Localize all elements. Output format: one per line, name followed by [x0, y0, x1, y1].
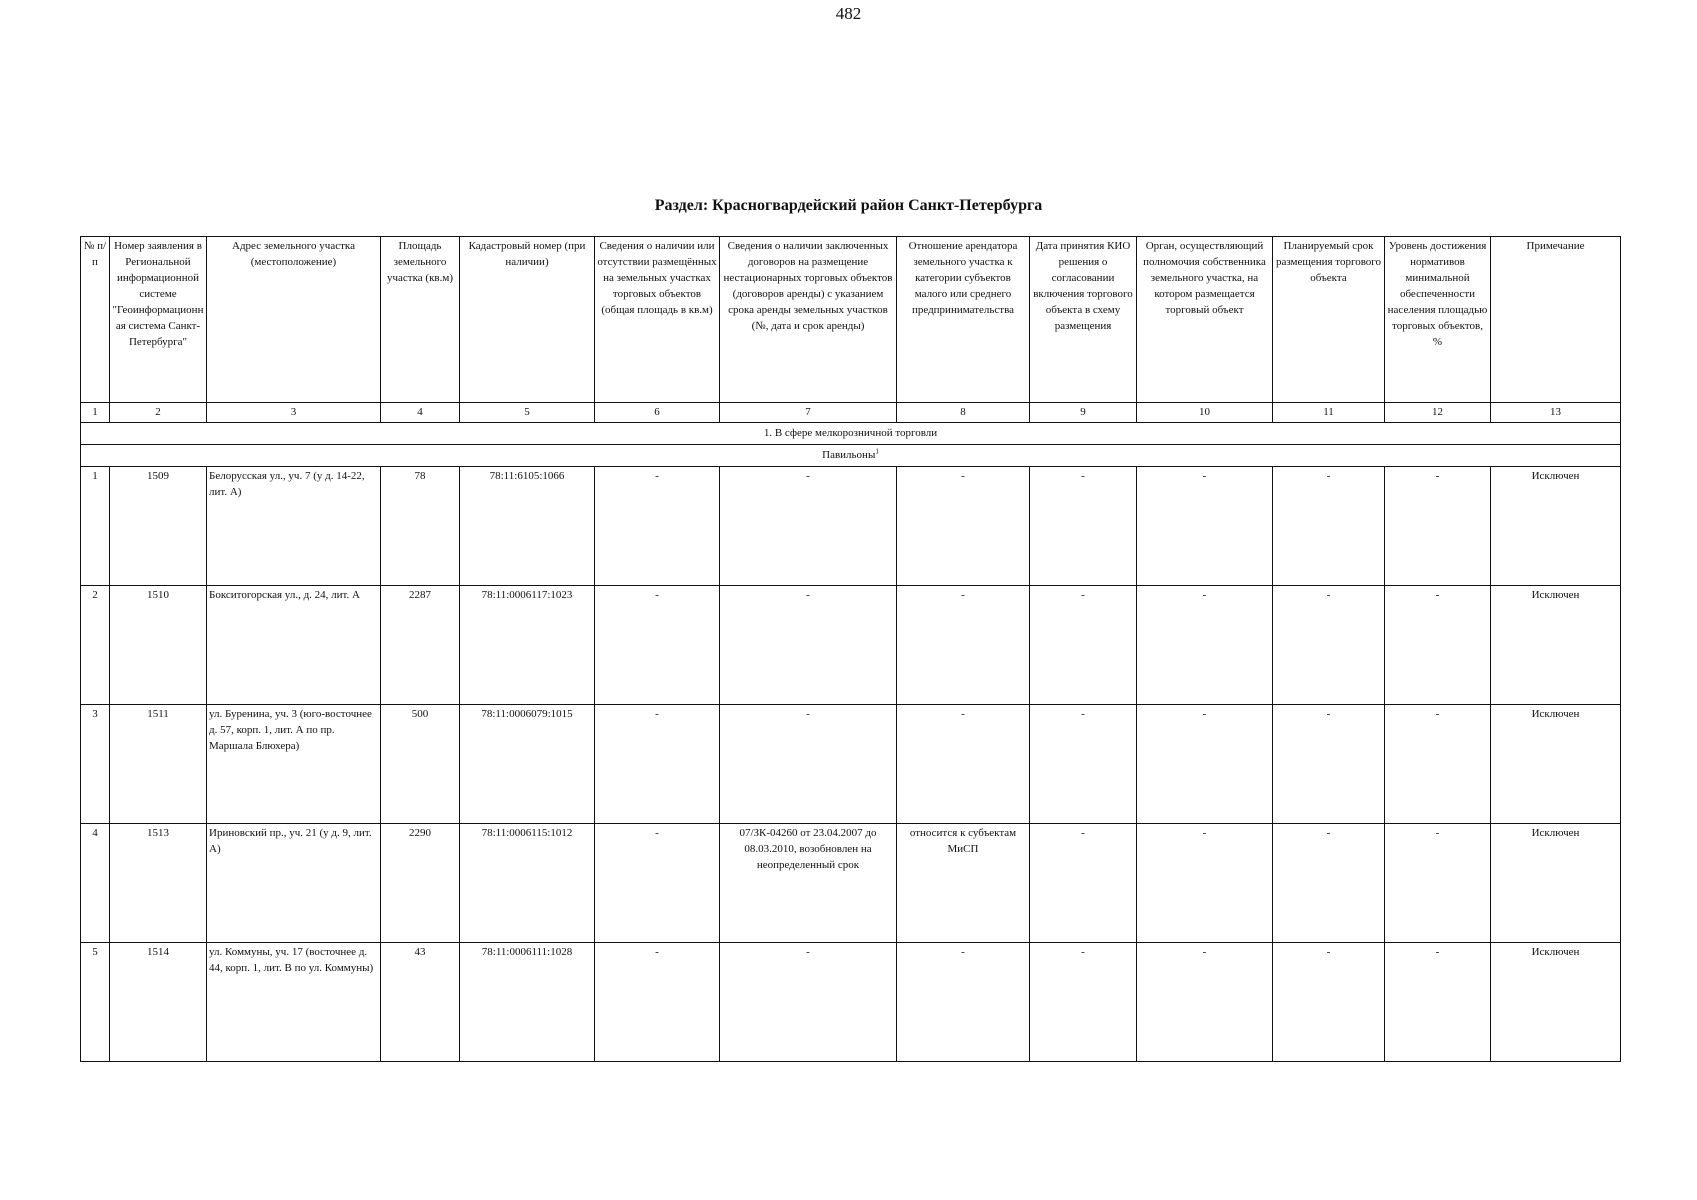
page-number: 482 — [835, 4, 862, 23]
cell-authority: - — [1137, 943, 1273, 1062]
cell-address: Ириновский пр., уч. 21 (у д. 9, лит. А) — [207, 824, 381, 943]
cell-kio-decision-date: - — [1030, 705, 1137, 824]
cell-existing-objects: - — [595, 586, 720, 705]
cell-note: Исключен — [1491, 705, 1621, 824]
cell-row-number: 1 — [81, 467, 110, 586]
column-header: Сведения о наличии или отсутствии размещённых на земельных участках торговых объектов (общая площадь в кв.м) — [595, 237, 720, 403]
cell-cadastral-number: 78:11:0006079:1015 — [460, 705, 595, 824]
column-number: 7 — [720, 403, 897, 423]
cell-planned-term: - — [1273, 943, 1385, 1062]
column-header: № п/п — [81, 237, 110, 403]
column-header: Отношение арендатора земельного участка к категории субъектов малого или среднего предпринимательства — [897, 237, 1030, 403]
column-number: 9 — [1030, 403, 1137, 423]
cell-kio-decision-date: - — [1030, 943, 1137, 1062]
cell-row-number: 3 — [81, 705, 110, 824]
table-row — [81, 943, 1621, 1062]
cell-contracts: - — [720, 705, 897, 824]
subgroup-heading: Павильоны — [822, 448, 876, 461]
cell-kio-decision-date: - — [1030, 467, 1137, 586]
cell-sme-status: - — [897, 467, 1030, 586]
footnote-marker: 1 — [875, 446, 879, 455]
column-header: Площадь земельного участка (кв.м) — [381, 237, 460, 403]
table-row — [81, 705, 1621, 824]
subgroup-heading-row — [81, 445, 1621, 467]
column-number: 2 — [110, 403, 207, 423]
cell-cadastral-number: 78:11:6105:1066 — [460, 467, 595, 586]
cell-existing-objects: - — [595, 705, 720, 824]
cell-address: Бокситогорская ул., д. 24, лит. А — [207, 586, 381, 705]
cell-contracts: - — [720, 467, 897, 586]
column-header: Уровень достижения нормативов минимальной обеспеченности населения площадью торговых объектов, % — [1385, 237, 1491, 403]
cell-application-number: 1511 — [110, 705, 207, 824]
cell-cadastral-number: 78:11:0006117:1023 — [460, 586, 595, 705]
section-title: Раздел: Красногвардейский район Санкт-Петербурга — [654, 197, 1043, 214]
cell-planned-term: - — [1273, 705, 1385, 824]
cell-standard-level: - — [1385, 705, 1491, 824]
cell-sme-status: - — [897, 943, 1030, 1062]
subgroup-heading-cell — [81, 445, 1621, 467]
column-number: 3 — [207, 403, 381, 423]
cell-standard-level: - — [1385, 943, 1491, 1062]
table-row — [81, 824, 1621, 943]
cell-planned-term: - — [1273, 586, 1385, 705]
cell-area: 43 — [381, 943, 460, 1062]
cell-existing-objects: - — [595, 467, 720, 586]
column-header: Орган, осуществляющий полномочия собственника земельного участка, на котором размещается торговый объект — [1137, 237, 1273, 403]
cell-note: Исключен — [1491, 586, 1621, 705]
column-header: Адрес земельного участка (местоположение) — [207, 237, 381, 403]
cell-note: Исключен — [1491, 824, 1621, 943]
cell-row-number: 2 — [81, 586, 110, 705]
cell-application-number: 1513 — [110, 824, 207, 943]
cell-cadastral-number: 78:11:0006111:1028 — [460, 943, 595, 1062]
table-row — [81, 467, 1621, 586]
column-number: 4 — [381, 403, 460, 423]
cell-contracts: - — [720, 586, 897, 705]
column-header: Примечание — [1491, 237, 1621, 403]
cell-address: ул. Буренина, уч. 3 (юго-восточнее д. 57, корп. 1, лит. А по пр. Маршала Блюхера) — [207, 705, 381, 824]
column-number: 11 — [1273, 403, 1385, 423]
cell-standard-level: - — [1385, 824, 1491, 943]
cell-note: Исключен — [1491, 467, 1621, 586]
cell-area: 2290 — [381, 824, 460, 943]
cell-area: 78 — [381, 467, 460, 586]
cell-cadastral-number: 78:11:0006115:1012 — [460, 824, 595, 943]
cell-area: 500 — [381, 705, 460, 824]
cell-contracts: - — [720, 943, 897, 1062]
column-number: 13 — [1491, 403, 1621, 423]
column-number: 5 — [460, 403, 595, 423]
cell-kio-decision-date: - — [1030, 824, 1137, 943]
cell-row-number: 5 — [81, 943, 110, 1062]
cell-sme-status: - — [897, 586, 1030, 705]
column-number: 6 — [595, 403, 720, 423]
column-number-row — [81, 403, 1621, 423]
column-number: 10 — [1137, 403, 1273, 423]
cell-area: 2287 — [381, 586, 460, 705]
cell-authority: - — [1137, 586, 1273, 705]
cell-application-number: 1510 — [110, 586, 207, 705]
column-header-row — [81, 237, 1621, 403]
column-header: Номер заявления в Региональной информационной системе "Геоинформационная система Санкт-Петербурга" — [110, 237, 207, 403]
cell-existing-objects: - — [595, 824, 720, 943]
column-header: Кадастровый номер (при наличии) — [460, 237, 595, 403]
cell-contracts: 07/ЗК-04260 от 23.04.2007 до 08.03.2010, возобновлен на неопределенный срок — [720, 824, 897, 943]
column-header: Дата принятия КИО решения о согласовании включения торгового объекта в схему размещения — [1030, 237, 1137, 403]
cell-standard-level: - — [1385, 586, 1491, 705]
cell-standard-level: - — [1385, 467, 1491, 586]
cell-authority: - — [1137, 824, 1273, 943]
cell-application-number: 1514 — [110, 943, 207, 1062]
land-plot-register-table — [80, 236, 1621, 1062]
group-heading: 1. В сфере мелкорозничной торговли — [81, 423, 1621, 445]
cell-application-number: 1509 — [110, 467, 207, 586]
column-header: Сведения о наличии заключенных договоров на размещение нестационарных торговых объектов (договоров аренды) с указанием срока аренды земельных участков (№, дата и срок аренды) — [720, 237, 897, 403]
cell-address: ул. Коммуны, уч. 17 (восточнее д. 44, корп. 1, лит. В по ул. Коммуны) — [207, 943, 381, 1062]
table-row — [81, 586, 1621, 705]
cell-note: Исключен — [1491, 943, 1621, 1062]
column-header: Планируемый срок размещения торгового объекта — [1273, 237, 1385, 403]
column-number: 12 — [1385, 403, 1491, 423]
cell-authority: - — [1137, 705, 1273, 824]
cell-existing-objects: - — [595, 943, 720, 1062]
cell-row-number: 4 — [81, 824, 110, 943]
cell-planned-term: - — [1273, 467, 1385, 586]
cell-sme-status: относится к субъектам МиСП — [897, 824, 1030, 943]
column-number: 1 — [81, 403, 110, 423]
cell-kio-decision-date: - — [1030, 586, 1137, 705]
cell-address: Белорусская ул., уч. 7 (у д. 14-22, лит. А) — [207, 467, 381, 586]
cell-authority: - — [1137, 467, 1273, 586]
group-heading-row — [81, 423, 1621, 445]
cell-sme-status: - — [897, 705, 1030, 824]
column-number: 8 — [897, 403, 1030, 423]
cell-planned-term: - — [1273, 824, 1385, 943]
